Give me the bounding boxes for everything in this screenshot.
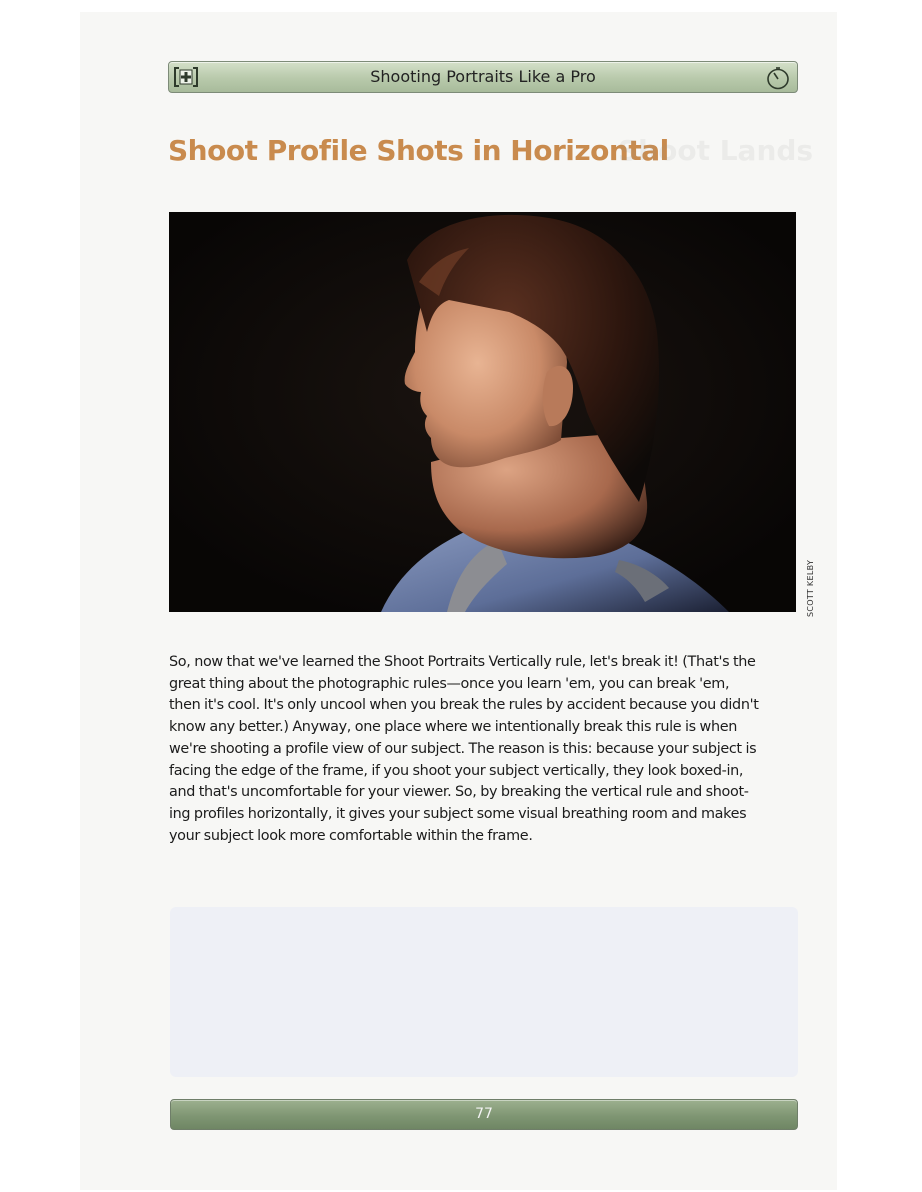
body-line: we're shooting a profile view of our subject. The reason is this: because your subject is (169, 740, 757, 757)
section-title: Shoot Profile Shots in Horizontal (168, 134, 669, 167)
footer-bar (170, 1099, 798, 1130)
clock-icon (765, 66, 791, 90)
body-line: know any better.) Anyway, one place where we intentionally break this rule is when (169, 719, 738, 736)
body-paragraph (169, 652, 797, 847)
body-line: ing profiles horizontally, it gives your subject some visual breathing room and makes (169, 805, 747, 822)
page-number: 77 (475, 1106, 493, 1122)
body-line: and that's uncomfortable for your viewer. So, by breaking the vertical rule and shoot- (169, 784, 749, 801)
running-header-title: Shooting Portraits Like a Pro (370, 67, 596, 86)
body-line: facing the edge of the frame, if you shoot your subject vertically, they look boxed-in, (169, 762, 744, 779)
show-through-box (170, 907, 798, 1077)
body-line: your subject look more comfortable within the frame. (169, 827, 533, 844)
body-line: great thing about the photographic rules—once you learn 'em, you can break 'em, (169, 675, 730, 692)
body-line: So, now that we've learned the Shoot Portraits Vertically rule, let's break it! (That's the (169, 654, 756, 670)
body-line: then it's cool. It's only uncool when you break the rules by accident because you didn't (169, 697, 759, 714)
portrait-photo (169, 212, 796, 612)
show-through-text: Shoot Lands (618, 134, 814, 167)
header-bar (168, 61, 798, 93)
